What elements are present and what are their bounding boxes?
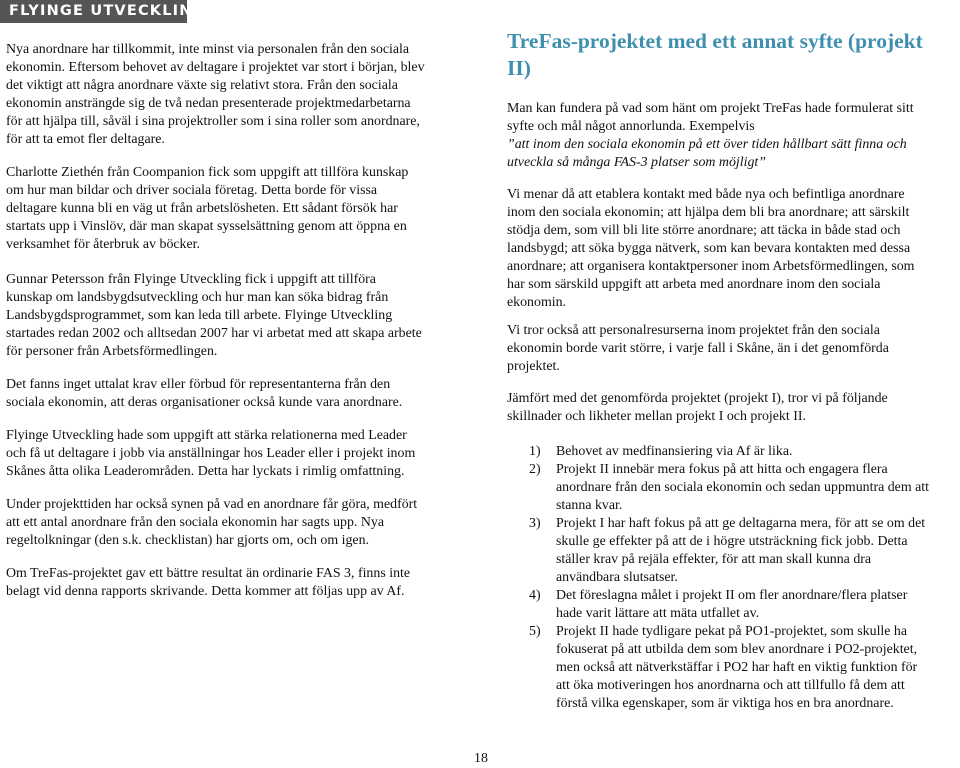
text-line: användbara slutsatser. <box>556 570 678 585</box>
text-line: Det föreslagna målet i projekt II om fler anordnare/flera platser <box>556 588 908 603</box>
text-line: har som särskild uppgift att arbeta med anordnare inom den sociala <box>507 277 881 292</box>
text-line: ekonomin borde varit större, i varje fall i Skåne, än i det genomförda <box>507 341 889 356</box>
text-line: hade varit lättare att mäta utfallet av. <box>556 606 760 621</box>
text-line: verksamhet för återbruk av böcker. <box>6 237 201 252</box>
paragraph-charlotte-ziethen <box>6 164 408 254</box>
text-line: Flyinge Utveckling hade som uppgift att stärka relationerna med Leader <box>6 428 407 443</box>
text-line: Om TreFas-projektet gav ett bättre resultat än ordinarie FAS 3, finns inte <box>6 566 411 581</box>
text-line: startats upp i Vinslöv, där man skapat sysselsättning genom att öppna en <box>6 219 407 234</box>
text-line: Vi tror också att personalresurserna inom projektet från den sociala <box>507 323 880 338</box>
paragraph-comparison <box>507 390 888 426</box>
paragraph-result <box>6 565 410 601</box>
text-line: Projekt II innebär mera fokus på att hitta och engagera flera <box>556 462 888 477</box>
text-line: Nya anordnare har tillkommit, inte minst via personalen från den sociala <box>6 42 410 57</box>
text-line: ekonomin. Eftersom behovet av deltagare i projektet var stort i början, blev <box>6 60 425 75</box>
text-line: Skånes åtta olika Leaderområden. Detta har lyckats i rimlig omfattning. <box>6 464 405 479</box>
text-line: skulle ge effekter på att de i högre utsträckning fick jobb. Detta <box>556 534 908 549</box>
paragraph-no-requirement <box>6 376 402 412</box>
text-line: sociala ekonomin, att deras organisationer också kunde vara anordnare. <box>6 395 403 410</box>
text-line: Gunnar Petersson från Flyinge Utveckling fick i uppgift att tillföra <box>6 272 376 287</box>
text-line: Det fanns inget uttalat krav eller förbud för representanterna från den <box>6 377 391 392</box>
page-number: 18 <box>474 751 488 766</box>
list-number: 1) <box>529 444 541 459</box>
text-line: och få ut deltagare i jobb via anställningar hos Leader eller i projekt inom <box>6 446 416 461</box>
text-line: projektet. <box>507 359 560 374</box>
paragraph-gunnar-petersson <box>6 271 422 361</box>
quote-line: utveckla så många FAS-3 platser som möjligt” <box>507 155 767 170</box>
paragraph-project-period <box>6 496 417 550</box>
heading-line: TreFas-projektet med ett annat syfte (projekt <box>507 29 923 53</box>
text-line: det viktigt att några anordnare växte sig relativt stora. Från den sociala <box>6 78 398 93</box>
list-text <box>556 587 907 623</box>
text-line: kunskap om landsbygdsutveckling och hur man kan söka bidrag från <box>6 290 389 305</box>
text-line: Projekt I har haft fokus på att ge deltagarna mera, för att se om det <box>556 516 926 531</box>
text-line: förstå vilka egenskaper, som är viktiga hos en bra anordnare. <box>556 696 894 711</box>
text-line: stanna kvar. <box>556 498 623 513</box>
text-line: ekonomin ansträngde sig de två nedan presenterade projektmedarbetarna <box>6 96 411 111</box>
text-line: Under projekttiden har också synen på vad en anordnare får göra, medfört <box>6 497 418 512</box>
paragraph-we-mean <box>507 186 914 312</box>
text-line: att öka motiveringen hos anordnarna och att tillfullo få dem att <box>556 678 905 693</box>
section-header-label: FLYINGE UTVECKLING <box>9 3 206 19</box>
list-text <box>556 623 917 713</box>
text-line: skillnader och likheter mellan projekt I och projekt II. <box>507 409 806 424</box>
text-line: att ett antal anordnare från den sociala ekonomin har sagts upp. Nya <box>6 515 384 530</box>
list-text <box>556 443 792 461</box>
text-line: för att ta emot fler deltagare. <box>6 132 165 147</box>
text-line: anordnare; att organisera kontaktpersoner inom Arbetsförmedlingen, som <box>507 259 915 274</box>
paragraph-intro <box>507 100 914 172</box>
paragraph-staff-resources <box>507 322 889 376</box>
text-line: för att hjälpa till, såväl i sina projektroller som i sina roller som anordnare, <box>6 114 420 129</box>
text-line: men också att nätverkstäffar i PO2 har haft en viktig funktion för <box>556 660 918 675</box>
text-line: ekonomin. <box>507 295 567 310</box>
text-line: startades redan 2002 och alltsedan 2007 har vi arbetat med att skapa arbete <box>6 326 422 341</box>
text-line: belagt vid denna rapports skrivande. Detta kommer att följas upp av Af. <box>6 584 405 599</box>
text-line: ställer krav på rejäla effekter, för att man skall kunna dra <box>556 552 872 567</box>
text-line: Projekt II hade tydligare pekat på PO1-projektet, som skulle ha <box>556 624 908 639</box>
text-line: Man kan fundera på vad som hänt om projekt TreFas hade formulerat sitt <box>507 101 914 116</box>
text-line: om hur man bildar och driver sociala företag. Detta borde för vissa <box>6 183 378 198</box>
text-line: Jämfört med det genomförda projektet (projekt I), tror vi på följande <box>507 391 888 406</box>
list-number: 2) <box>529 462 541 477</box>
text-line: regeltolkningar (den s.k. checklistan) har gjorts om, och om igen. <box>6 533 369 548</box>
text-line: inom den sociala ekonomin; att hjälpa dem bli bra anordnare; att särskilt <box>507 205 910 220</box>
list-number: 4) <box>529 588 541 603</box>
list-text <box>556 461 929 515</box>
text-line: Vi menar då att etablera kontakt med både nya och befintliga anordnare <box>507 187 905 202</box>
text-line: för personer från Arbetsförmedlingen. <box>6 344 218 359</box>
list-number: 5) <box>529 624 541 639</box>
text-line: Landsbygdsprogrammet, som kan leda till arbete. Flyinge Utveckling <box>6 308 393 323</box>
paragraph-new-organizers <box>6 41 425 149</box>
text-line: deltagare kunna bli en väg ut från arbetslösheten. Ett sådant försök har <box>6 201 398 216</box>
text-line: landsbygd; att söka bygga nätverk, som kan bevara kontakten med dessa <box>507 241 911 256</box>
section-heading <box>507 28 923 82</box>
list-text <box>556 515 925 587</box>
quote-line: ”att inom den sociala ekonomin på ett över tiden hållbart sätt finna och <box>507 137 907 152</box>
text-line: fokuserat på att utbilda dem som blev anordnare i PO2-projektet, <box>556 642 918 657</box>
section-header-bar <box>0 0 206 23</box>
text-line: Behovet av medfinansiering via Af är lika. <box>556 444 793 459</box>
heading-line: II) <box>507 56 531 80</box>
text-line: Charlotte Ziethén från Coompanion fick som uppgift att tillföra kunskap <box>6 165 409 180</box>
text-line: stödja dem, som vill bli lite större anordnare; att täcka in både stad och <box>507 223 901 238</box>
text-line: syfte och mål något annorlunda. Exempelvis <box>507 119 755 134</box>
paragraph-flyinge-leader <box>6 427 415 481</box>
text-line: anordnare från den sociala ekonomin och sedan uppmuntra dem att <box>556 480 929 495</box>
list-number: 3) <box>529 516 541 531</box>
